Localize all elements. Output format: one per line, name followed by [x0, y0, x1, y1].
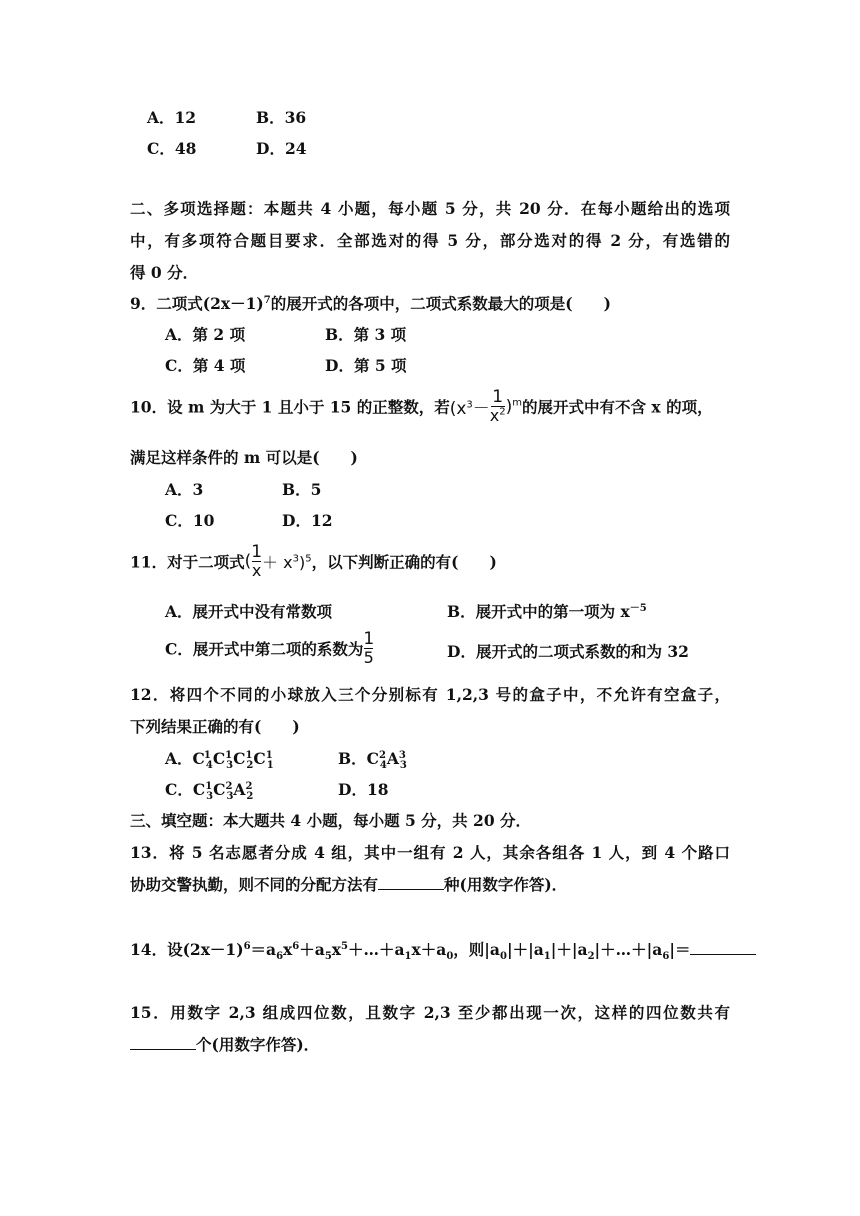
q12-line2: 下列结果正确的有( ) — [130, 717, 300, 736]
q11-option-c: C．展开式中第二项的系数为 $\frac{1}{5}$ — [165, 629, 375, 667]
q8-option-c: C．48 — [147, 139, 197, 158]
q9-option-c: C．第 4 项 — [165, 356, 246, 375]
q10-suffix: 的展开式中有不含 x 的项， — [522, 397, 713, 417]
q10-option-c: C．10 — [165, 511, 215, 530]
q10-stem — [130, 388, 713, 425]
q10-option-b: B．5 — [282, 480, 322, 499]
section2-line3: 得 0 分． — [130, 263, 199, 282]
q13-answer-blank[interactable] — [378, 875, 444, 890]
q11-open: ( — [244, 551, 252, 572]
q11-suffix: ，以下判断正确的有( ) — [311, 552, 497, 572]
section3-header: 三、填空题：本大题共 4 小题，每小题 5 分，共 20 分． — [130, 811, 532, 830]
q12-option-d: D．18 — [338, 780, 389, 799]
q10-fraction: $\frac{1}{x^2}$ — [489, 387, 506, 425]
q12-option-c: C．$C^1_3C^2_3A^2_2$ — [165, 780, 254, 803]
q8-option-d: D．24 — [256, 139, 307, 158]
q10-prefix: 10．设 m 为大于 1 且小于 15 的正整数，若 — [130, 397, 450, 417]
q9-option-d: D．第 5 项 — [325, 356, 407, 375]
q10-expr-close: )$^m$ — [505, 396, 523, 417]
q9-stem — [130, 292, 611, 314]
q9-option-a: A．第 2 项 — [165, 325, 246, 344]
q9-exp: 7 — [263, 294, 271, 306]
q9-suffix: 的展开式的各项中，二项式系数最大的项是( ) — [270, 294, 611, 313]
q11-prefix: 11．对于二项式 — [130, 552, 245, 572]
section2-line1: 二、多项选择题：本题共 4 小题，每小题 5 分，共 20 分．在每小题给出的选项 — [130, 199, 730, 218]
q12-option-b: B．$C^2_4A^3_3$ — [338, 749, 407, 772]
q11-option-a: A．展开式中没有常数项 — [165, 602, 333, 621]
q11-stem — [130, 543, 497, 580]
q11-option-d: D．展开式的二项式系数的和为 32 — [447, 642, 689, 661]
q10-line2: 满足这样条件的 m 可以是( ) — [130, 448, 358, 467]
q13-line2: 协助交警执勤，则不同的分配方法有 种(用数字作答)． — [130, 875, 568, 894]
q11-expr: ＋ $x^3)^5$ — [262, 553, 312, 572]
q10-option-a: A．3 — [165, 480, 204, 499]
q10-expr-open: ($x^3-$ — [449, 399, 490, 419]
q14-stem: 14．设$(2x-1)^6=a_6x^6+a_5x^5+\dots+a_1x+a_0$，则$|a_0|+|a_1|+|a_2|+\dots+|a_6|=$ — [130, 938, 756, 960]
q11-option-b: B．展开式中的第一项为 $x^{-5}$ — [447, 602, 647, 621]
q15-line2: 个(用数字作答)． — [130, 1033, 319, 1055]
q14-answer-blank[interactable] — [690, 940, 756, 955]
section2-line2: 中，有多项符合题目要求．全部选对的得 5 分，部分选对的得 2 分，有选错的 — [130, 231, 730, 250]
q9-prefix: 9．二项式(2x－1) — [130, 294, 264, 313]
q8-option-b: B．36 — [256, 108, 307, 127]
q11-fraction: $\frac{1}{x}$ — [251, 542, 263, 580]
q15-line1: 15．用数字 2,3 组成四位数，且数字 2,3 至少都出现一次，这样的四位数共有 — [130, 1003, 730, 1022]
q15-answer-blank[interactable] — [130, 1035, 196, 1050]
q11-c-fraction: $\frac{1}{5}$ — [363, 629, 375, 667]
q13-line1: 13．将 5 名志愿者分成 4 组，其中一组有 2 人，其余各组各 1 人，到 4 个路口 — [130, 843, 730, 862]
q8-option-a: A．12 — [147, 108, 197, 127]
q9-option-b: B．第 3 项 — [325, 325, 407, 344]
q10-option-d: D．12 — [282, 511, 333, 530]
q12-line1: 12．将四个不同的小球放入三个分别标有 1,2,3 号的盒子中，不允许有空盒子， — [130, 685, 730, 704]
q12-option-a: A．$C^1_4C^1_3C^1_2C^1_1$ — [165, 749, 274, 772]
